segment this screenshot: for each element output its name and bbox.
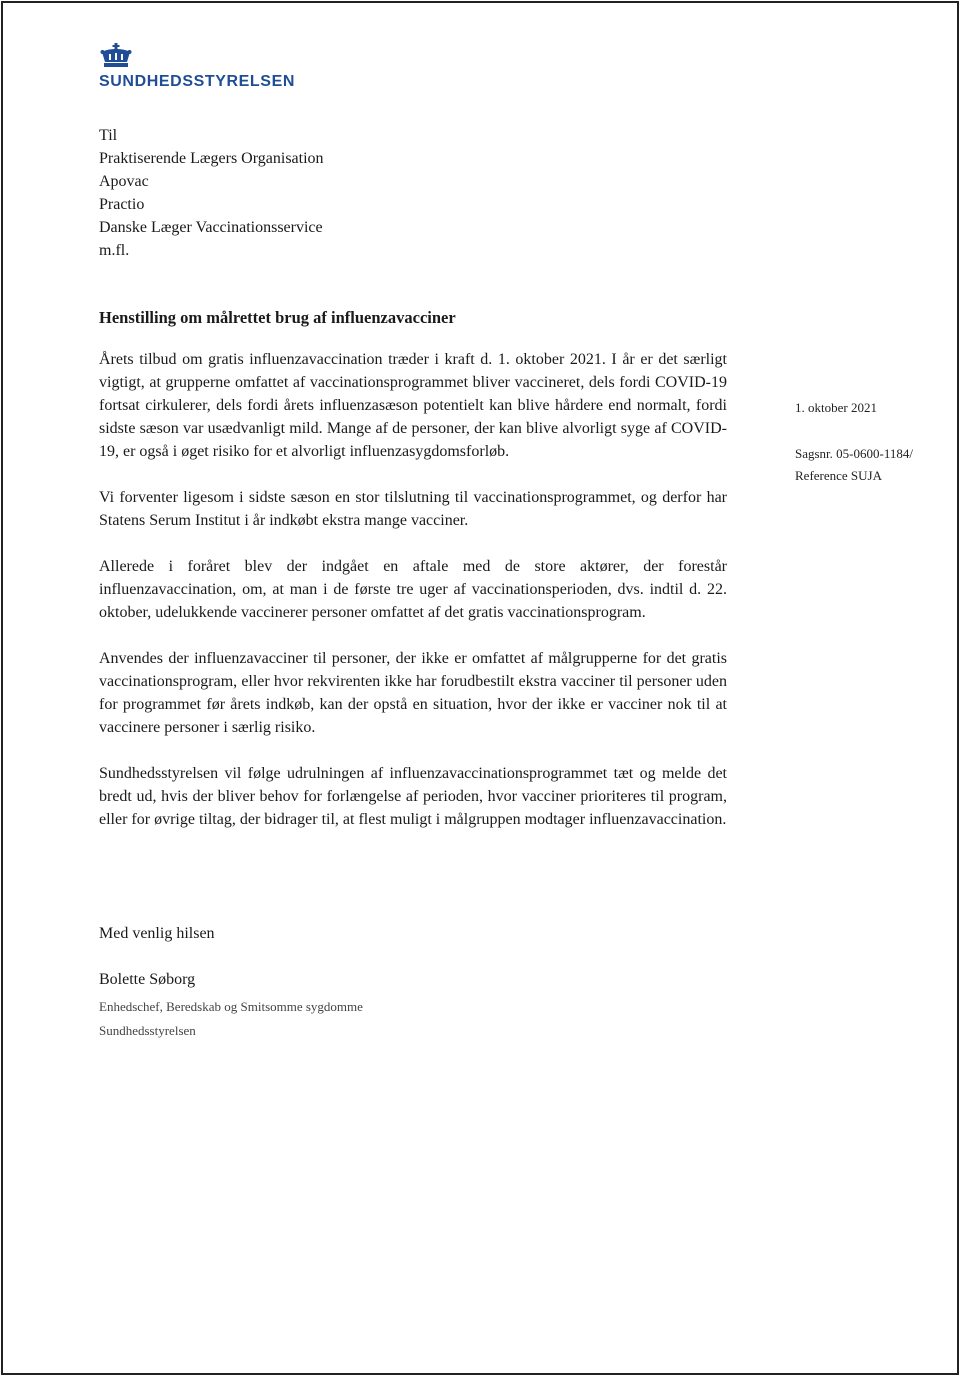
recipient-line: Praktiserende Lægers Organisation [99, 150, 324, 167]
logo-wordmark: SUNDHEDSSTYRELSEN [99, 73, 296, 90]
signer-title: Enhedschef, Beredskab og Smitsomme sygdomme [99, 999, 363, 1014]
closing-salutation: Med venlig hilsen [99, 925, 215, 942]
recipient-line: Apovac [99, 173, 149, 190]
body-paragraph: Vi forventer ligesom i sidste sæson en stor tilslutning til vaccinationsprogrammet, og derfor har Statens Serum Institut i år indkøbt ekstra mange vacciner. [99, 489, 727, 529]
recipient-heading: Til [99, 127, 118, 144]
signer-details [99, 995, 363, 1043]
crown-icon [100, 43, 132, 69]
body-paragraph: Årets tilbud om gratis influenzavaccination træder i kraft d. 1. oktober 2021. I år er det særligt vigtigt, at grupperne omfattet af vaccinationsprogrammet bliver vaccineret, dels fordi COVID-19 fortsat cirkulerer, dels fordi årets influenzasæson potentielt kan blive hårdere end normalt, fordi sidste sæson var usædvanligt mild. Mange af de personer, der kan blive alvorligt syge af COVID-19, er også i øget risiko for et alvorligt influenzasygdomsforløb. [99, 351, 727, 460]
recipient-line: Practio [99, 196, 145, 213]
signer-organization: Sundhedsstyrelsen [99, 1023, 196, 1038]
letter-body [99, 348, 727, 854]
letter-date: 1. oktober 2021 [795, 400, 877, 415]
letter-page [1, 1, 959, 1375]
body-paragraph: Allerede i foråret blev der indgået en aftale med de store aktører, der forestår influenzavaccination, om, at man i de første tre uger af vaccinationsperioden, dvs. indtil d. 22. oktober, udelukkende vaccinerer personer omfattet af det gratis vaccinationsprogram. [99, 558, 727, 621]
recipient-block [99, 124, 324, 262]
body-paragraph: Anvendes der influenzavacciner til personer, der ikke er omfattet af målgrupperne for det gratis vaccinationsprogram, eller hvor rekvirenten ikke har forudbestilt ekstra vacciner til personer uden for programmet før årets indkøb, kan der opstå en situation, hvor der ikke er vacciner nok til at vaccinere personer i særlig risiko. [99, 650, 727, 736]
letter-subject: Henstilling om målrettet brug af influenzavacciner [99, 308, 456, 327]
case-number: Sagsnr. 05-0600-1184/ [795, 446, 913, 461]
recipient-line: Danske Læger Vaccinationsservice [99, 219, 323, 236]
reference-code: Reference SUJA [795, 468, 882, 483]
reference-sidebar [795, 397, 913, 487]
body-paragraph: Sundhedsstyrelsen vil følge udrulningen af influenzavaccinationsprogrammet tæt og melde det bredt ud, hvis der bliver behov for forlængelse af perioden, hvor vacciner prioriteres til program, eller for øvrige tiltag, der bidrager til, at flest muligt i målgruppen modtager influenzavaccination. [99, 765, 727, 828]
signer-name: Bolette Søborg [99, 971, 196, 988]
recipient-line: m.fl. [99, 242, 130, 259]
sundhedsstyrelsen-logo [99, 43, 295, 91]
